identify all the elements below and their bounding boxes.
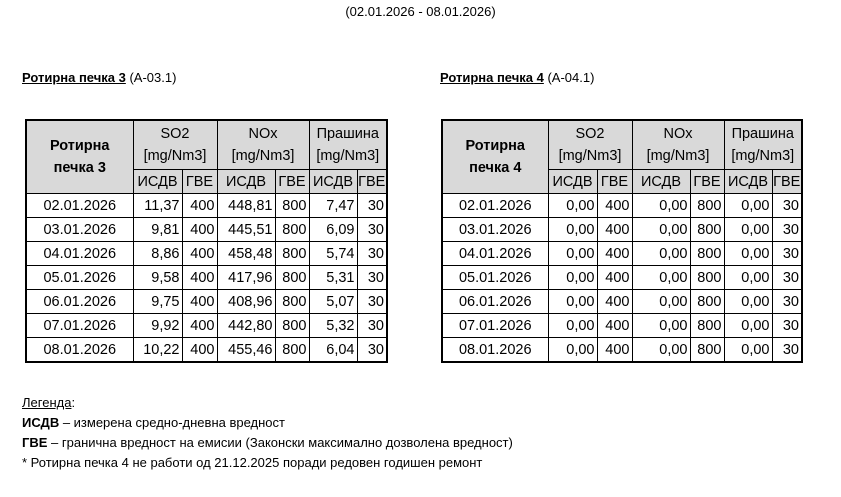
so2-gve-cell: 400 xyxy=(182,266,217,290)
legend-term: ИСДВ xyxy=(22,415,60,430)
nox-gve-cell: 800 xyxy=(690,266,724,290)
group-unit: [mg/Nm3] xyxy=(231,148,295,164)
dust-gve-cell: 30 xyxy=(357,194,387,218)
legend-item-isdv xyxy=(22,413,513,433)
group-header-nox xyxy=(217,120,309,170)
table-row xyxy=(442,290,802,314)
so2-gve-cell: 400 xyxy=(182,242,217,266)
dust-gve-cell: 30 xyxy=(772,194,802,218)
group-name: NOx xyxy=(248,126,278,142)
nox-isdv-cell: 0,00 xyxy=(632,314,690,338)
so2-isdv-cell: 9,81 xyxy=(133,218,182,242)
emissions-table-furnace-3 xyxy=(25,119,388,363)
nox-gve-cell: 800 xyxy=(690,338,724,363)
section-title-name: Ротирна печка 3 xyxy=(22,70,126,85)
nox-gve-cell: 800 xyxy=(690,290,724,314)
table-row xyxy=(442,218,802,242)
so2-gve-cell: 400 xyxy=(597,314,632,338)
dust-isdv-cell: 0,00 xyxy=(724,242,772,266)
so2-isdv-cell: 0,00 xyxy=(548,266,597,290)
subheader-gve: ГВЕ xyxy=(772,170,802,194)
nox-gve-cell: 800 xyxy=(275,338,309,363)
dust-isdv-cell: 5,07 xyxy=(309,290,357,314)
table-row xyxy=(442,314,802,338)
so2-gve-cell: 400 xyxy=(597,338,632,363)
so2-isdv-cell: 0,00 xyxy=(548,194,597,218)
group-header-dust xyxy=(724,120,802,170)
group-name: SO2 xyxy=(160,126,190,142)
table-row xyxy=(26,290,387,314)
nox-isdv-cell: 442,80 xyxy=(217,314,275,338)
legend-item-gve xyxy=(22,433,513,453)
furnace-header-line1: Ротирна xyxy=(49,138,110,154)
table-row xyxy=(26,338,387,363)
date-cell: 03.01.2026 xyxy=(442,218,548,242)
nox-gve-cell: 800 xyxy=(275,218,309,242)
dust-isdv-cell: 0,00 xyxy=(724,290,772,314)
subheader-isdv: ИСДВ xyxy=(632,170,690,194)
nox-isdv-cell: 0,00 xyxy=(632,218,690,242)
so2-isdv-cell: 11,37 xyxy=(133,194,182,218)
subheader-gve: ГВЕ xyxy=(182,170,217,194)
nox-gve-cell: 800 xyxy=(275,266,309,290)
legend-title: Легенда xyxy=(22,395,72,410)
furnace-header xyxy=(26,120,133,194)
dust-gve-cell: 30 xyxy=(772,266,802,290)
nox-isdv-cell: 448,81 xyxy=(217,194,275,218)
so2-gve-cell: 400 xyxy=(182,218,217,242)
dust-gve-cell: 30 xyxy=(357,338,387,363)
nox-gve-cell: 800 xyxy=(275,314,309,338)
nox-gve-cell: 800 xyxy=(275,242,309,266)
nox-isdv-cell: 455,46 xyxy=(217,338,275,363)
dust-isdv-cell: 5,31 xyxy=(309,266,357,290)
group-unit: [mg/Nm3] xyxy=(316,148,380,164)
table-row xyxy=(26,194,387,218)
nox-gve-cell: 800 xyxy=(690,194,724,218)
dust-gve-cell: 30 xyxy=(772,218,802,242)
table-row xyxy=(26,242,387,266)
so2-gve-cell: 400 xyxy=(182,194,217,218)
nox-isdv-cell: 0,00 xyxy=(632,242,690,266)
group-name: Прашина xyxy=(316,126,379,142)
date-cell: 07.01.2026 xyxy=(26,314,133,338)
group-name: Прашина xyxy=(731,126,794,142)
nox-gve-cell: 800 xyxy=(690,218,724,242)
subheader-isdv: ИСДВ xyxy=(548,170,597,194)
group-unit: [mg/Nm3] xyxy=(143,148,207,164)
dust-isdv-cell: 0,00 xyxy=(724,218,772,242)
furnace-header-line2: печка 3 xyxy=(53,160,106,176)
nox-gve-cell: 800 xyxy=(690,242,724,266)
subheader-isdv: ИСДВ xyxy=(217,170,275,194)
so2-gve-cell: 400 xyxy=(597,290,632,314)
so2-isdv-cell: 0,00 xyxy=(548,338,597,363)
furnace-header-line2: печка 4 xyxy=(469,160,522,176)
subheader-gve: ГВЕ xyxy=(597,170,632,194)
dust-isdv-cell: 6,04 xyxy=(309,338,357,363)
nox-isdv-cell: 0,00 xyxy=(632,194,690,218)
group-name: NOx xyxy=(663,126,693,142)
date-cell: 03.01.2026 xyxy=(26,218,133,242)
group-header-dust xyxy=(309,120,387,170)
subheader-gve: ГВЕ xyxy=(357,170,387,194)
legend-term: ГВЕ xyxy=(22,435,48,450)
furnace-header xyxy=(442,120,548,194)
subheader-isdv: ИСДВ xyxy=(309,170,357,194)
nox-isdv-cell: 408,96 xyxy=(217,290,275,314)
nox-gve-cell: 800 xyxy=(275,290,309,314)
furnace-header-line1: Ротирна xyxy=(465,138,525,154)
date-cell: 05.01.2026 xyxy=(26,266,133,290)
so2-gve-cell: 400 xyxy=(597,218,632,242)
table-row xyxy=(442,242,802,266)
nox-gve-cell: 800 xyxy=(690,314,724,338)
table-row xyxy=(26,218,387,242)
date-cell: 05.01.2026 xyxy=(442,266,548,290)
date-cell: 04.01.2026 xyxy=(442,242,548,266)
date-cell: 07.01.2026 xyxy=(442,314,548,338)
table-row xyxy=(442,338,802,363)
dust-isdv-cell: 5,74 xyxy=(309,242,357,266)
table-row xyxy=(442,194,802,218)
so2-gve-cell: 400 xyxy=(597,266,632,290)
group-unit: [mg/Nm3] xyxy=(558,148,622,164)
so2-isdv-cell: 9,58 xyxy=(133,266,182,290)
so2-isdv-cell: 0,00 xyxy=(548,218,597,242)
legend-title-suffix: : xyxy=(71,395,76,410)
table-row xyxy=(26,314,387,338)
date-cell: 08.01.2026 xyxy=(442,338,548,363)
nox-isdv-cell: 0,00 xyxy=(632,338,690,363)
table-row xyxy=(26,266,387,290)
group-header-nox xyxy=(632,120,724,170)
date-cell: 02.01.2026 xyxy=(26,194,133,218)
so2-isdv-cell: 0,00 xyxy=(548,242,597,266)
so2-isdv-cell: 9,92 xyxy=(133,314,182,338)
nox-gve-cell: 800 xyxy=(275,194,309,218)
section-title-furnace-4 xyxy=(440,70,594,85)
dust-gve-cell: 30 xyxy=(357,218,387,242)
table-body xyxy=(26,194,387,363)
section-title-name: Ротирна печка 4 xyxy=(440,70,544,85)
table-body xyxy=(442,194,802,363)
legend-definition: – измерена средно-дневна вредност xyxy=(59,415,285,430)
nox-isdv-cell: 458,48 xyxy=(217,242,275,266)
group-name: SO2 xyxy=(575,126,605,142)
emissions-table-furnace-4 xyxy=(441,119,803,363)
dust-gve-cell: 30 xyxy=(357,290,387,314)
dust-gve-cell: 30 xyxy=(772,314,802,338)
section-title-furnace-3 xyxy=(22,70,176,85)
so2-gve-cell: 400 xyxy=(182,314,217,338)
dust-isdv-cell: 0,00 xyxy=(724,338,772,363)
table-row xyxy=(442,266,802,290)
report-period: (02.01.2026 - 08.01.2026) xyxy=(345,4,496,19)
group-unit: [mg/Nm3] xyxy=(646,148,710,164)
so2-gve-cell: 400 xyxy=(182,290,217,314)
date-cell: 08.01.2026 xyxy=(26,338,133,363)
subheader-gve: ГВЕ xyxy=(690,170,724,194)
date-cell: 06.01.2026 xyxy=(442,290,548,314)
legend-title-line xyxy=(22,393,513,413)
dust-isdv-cell: 7,47 xyxy=(309,194,357,218)
date-cell: 02.01.2026 xyxy=(442,194,548,218)
legend-definition: – гранична вредност на емисии (Законски максимално дозволена вредност) xyxy=(47,435,513,450)
so2-gve-cell: 400 xyxy=(182,338,217,363)
nox-isdv-cell: 417,96 xyxy=(217,266,275,290)
dust-gve-cell: 30 xyxy=(357,266,387,290)
so2-gve-cell: 400 xyxy=(597,242,632,266)
dust-isdv-cell: 5,32 xyxy=(309,314,357,338)
subheader-isdv: ИСДВ xyxy=(724,170,772,194)
dust-isdv-cell: 0,00 xyxy=(724,194,772,218)
dust-gve-cell: 30 xyxy=(357,314,387,338)
subheader-isdv: ИСДВ xyxy=(133,170,182,194)
dust-gve-cell: 30 xyxy=(772,242,802,266)
dust-gve-cell: 30 xyxy=(357,242,387,266)
date-cell: 04.01.2026 xyxy=(26,242,133,266)
legend-note: * Ротирна печка 4 не работи од 21.12.2025 поради редовен годишен ремонт xyxy=(22,455,483,470)
date-cell: 06.01.2026 xyxy=(26,290,133,314)
section-title-code: (A-04.1) xyxy=(547,70,595,85)
dust-isdv-cell: 0,00 xyxy=(724,266,772,290)
so2-isdv-cell: 9,75 xyxy=(133,290,182,314)
so2-isdv-cell: 8,86 xyxy=(133,242,182,266)
so2-gve-cell: 400 xyxy=(597,194,632,218)
section-title-code: (A-03.1) xyxy=(129,70,177,85)
dust-gve-cell: 30 xyxy=(772,338,802,363)
group-unit: [mg/Nm3] xyxy=(731,148,795,164)
so2-isdv-cell: 0,00 xyxy=(548,314,597,338)
nox-isdv-cell: 0,00 xyxy=(632,266,690,290)
dust-isdv-cell: 6,09 xyxy=(309,218,357,242)
group-header-so2 xyxy=(548,120,632,170)
nox-isdv-cell: 445,51 xyxy=(217,218,275,242)
dust-isdv-cell: 0,00 xyxy=(724,314,772,338)
legend xyxy=(22,393,513,473)
dust-gve-cell: 30 xyxy=(772,290,802,314)
nox-isdv-cell: 0,00 xyxy=(632,290,690,314)
group-header-so2 xyxy=(133,120,217,170)
so2-isdv-cell: 10,22 xyxy=(133,338,182,363)
subheader-gve: ГВЕ xyxy=(275,170,309,194)
so2-isdv-cell: 0,00 xyxy=(548,290,597,314)
